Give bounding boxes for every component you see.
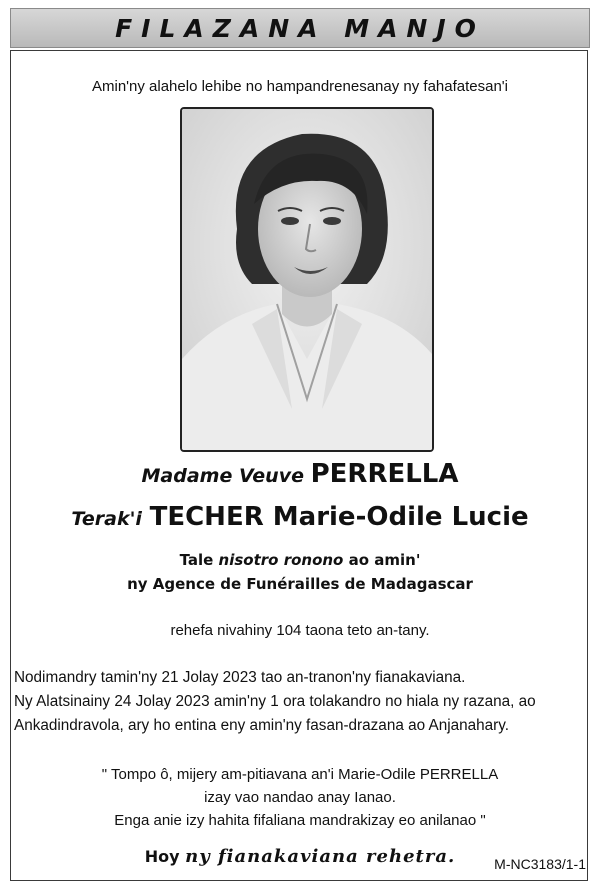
prayer-quote xyxy=(0,763,600,832)
closing-family: ny fianakaviana rehetra. xyxy=(185,846,456,867)
funeral-info-line: Ny Alatsinainy 24 Jolay 2023 amin'ny 1 ora tolakandro no hiala ny razana, ao Ankadindravola, ary ho entina eny amin'ny fasan-drazana ao Anjanahary. xyxy=(14,693,536,734)
position-text xyxy=(0,548,600,596)
birth-name-full: TECHER Marie-Odile Lucie xyxy=(149,502,529,532)
quote-line-2: izay vao nandao anay Ianao. xyxy=(204,789,396,806)
age-text: rehefa nivahiny 104 taona teto an-tany. xyxy=(170,622,430,639)
intro-text: Amin'ny alahelo lehibe no hampandrenesanay ny fahafatesan'i xyxy=(91,78,508,95)
death-date-line: Nodimandry tamin'ny 21 Jolay 2023 tao an-tranon'ny fianakaviana. xyxy=(14,669,466,686)
position-line-1c: ao amin' xyxy=(343,551,421,569)
deceased-name xyxy=(0,459,600,489)
birth-name xyxy=(0,502,600,532)
quote-line-3: Enga anie izy hahita fifaliana mandrakizay eo anilanao " xyxy=(114,812,486,829)
header-banner xyxy=(10,8,590,48)
position-line-1a: Tale xyxy=(179,551,219,569)
name-surname: PERRELLA xyxy=(310,459,459,489)
closing-prefix: Hoy xyxy=(144,847,180,866)
reference-code: M-NC3183/1-1 xyxy=(494,856,586,872)
portrait-illustration xyxy=(182,109,432,450)
details-text xyxy=(14,666,588,738)
quote-line-1: " Tompo ô, mijery am-pitiavana an'i Marie-Odile PERRELLA xyxy=(101,766,499,783)
header-title: FILAZANA MANJO xyxy=(115,13,485,43)
birth-name-prefix: Terak'i xyxy=(71,508,142,530)
position-line-1 xyxy=(0,548,600,572)
portrait-photo xyxy=(180,107,434,452)
position-line-2: ny Agence de Funérailles de Madagascar xyxy=(127,575,473,593)
position-line-1b: nisotro ronono xyxy=(218,551,344,569)
name-prefix: Madame Veuve xyxy=(141,465,304,487)
